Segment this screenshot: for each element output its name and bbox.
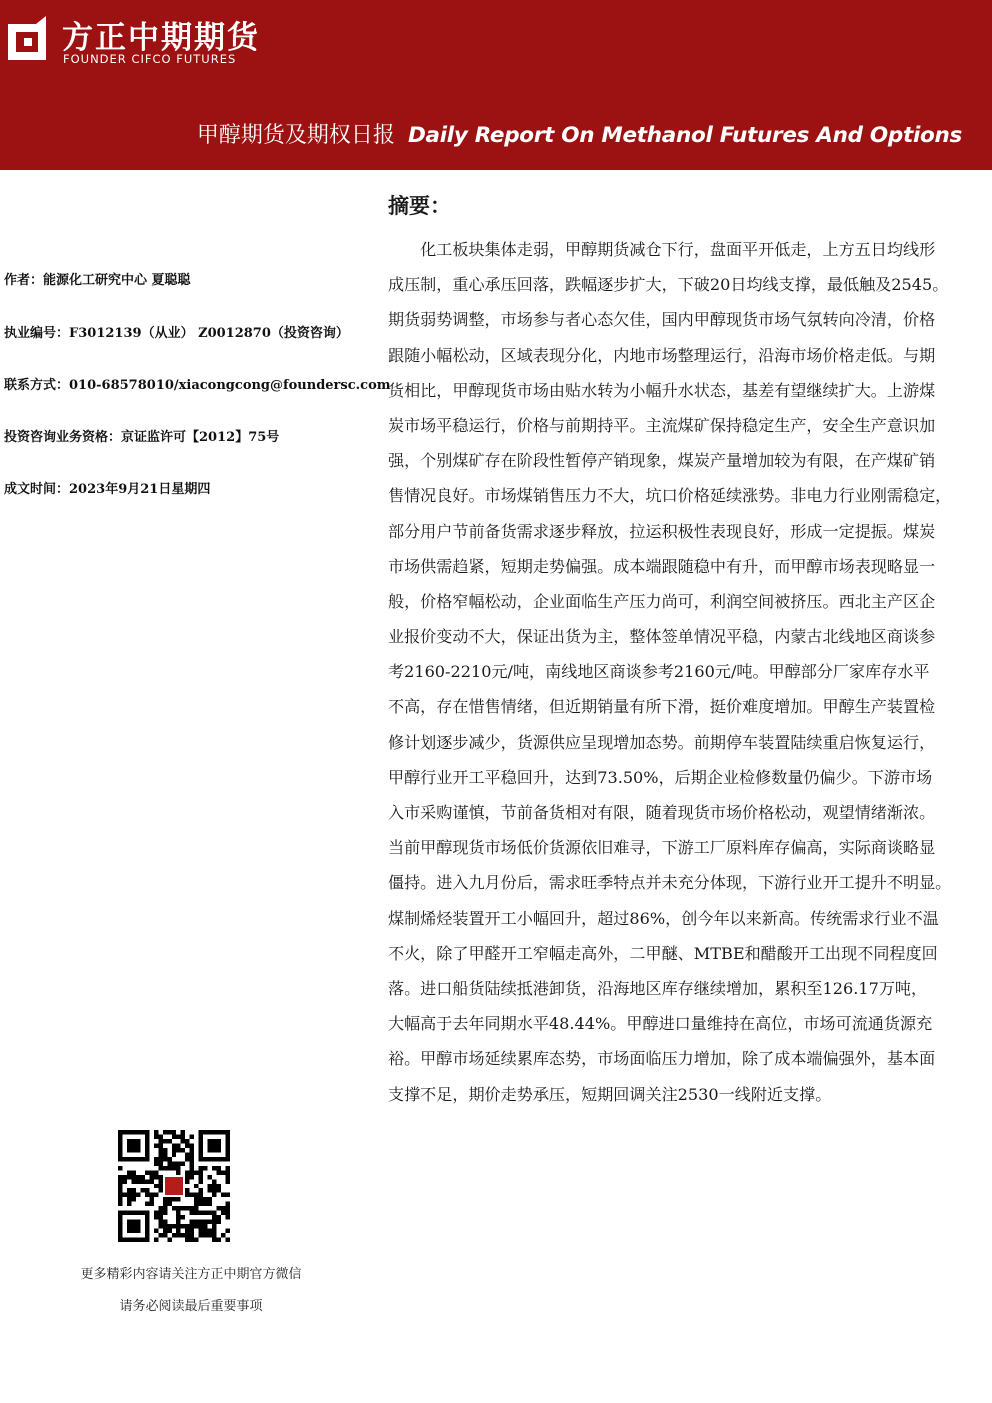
founder-logo-icon <box>6 16 52 62</box>
abstract-line: 考2160-2210元/吨，南线地区商谈参考2160元/吨。甲醇部分厂家库存水平 <box>388 662 930 682</box>
report-title-cn: 甲醇期货及期权日报 <box>196 123 395 148</box>
abstract-line: 裕。甲醇市场延续累库态势，市场面临压力增加，除了成本端偏强外，基本面 <box>388 1049 936 1069</box>
abstract-line: 部分用户节前备货需求逐步释放，拉运积极性表现良好，形成一定提振。煤炭 <box>388 521 936 541</box>
abstract-line: 僵持。进入九月份后，需求旺季特点并未充分体现，下游行业开工提升不明显。 <box>388 873 952 893</box>
qr-caption-notice: 请务必阅读最后重要事项 <box>119 1299 263 1314</box>
abstract-line: 成压制，重心承压回落，跌幅逐步扩大，下破20日均线支撑，最低触及2545。 <box>388 275 949 295</box>
abstract-line: 落。进口船货陆续抵港卸货，沿海地区库存继续增加，累积至126.17万吨， <box>388 978 928 998</box>
qualification-value: 京证监许可【2012】75号 <box>121 430 280 445</box>
qualification-line <box>4 426 279 445</box>
report-title-en: Daily Report On Methanol Futures And Options <box>407 123 962 148</box>
author-value: 能源化工研究中心 夏聪聪 <box>43 273 191 288</box>
abstract-line: 不火，除了甲醛开工窄幅走高外，二甲醚、MTBE和醋酸开工出现不同程度回 <box>388 943 938 963</box>
abstract-line: 售情况良好。市场煤销售压力不大，坑口价格延续涨势。非电力行业刚需稳定， <box>388 486 952 506</box>
qualification-label: 投资咨询业务资格： <box>4 430 122 445</box>
abstract-line: 般，价格窄幅松动，企业面临生产压力尚可，利润空间被挤压。西北主产区企 <box>388 591 936 611</box>
contact-line <box>4 374 391 393</box>
contact-label: 联系方式： <box>4 378 70 393</box>
abstract-line: 当前甲醇现货市场低价货源依旧难寻，下游工厂原料库存偏高，实际商谈略显 <box>388 838 936 858</box>
abstract-line: 修计划逐步减少，货源供应呈现增加态势。前期停车装置陆续重启恢复运行， <box>388 732 936 752</box>
abstract-line: 不高，存在惜售情绪，但近期销量有所下滑，挺价难度增加。甲醇生产装置检 <box>388 697 936 717</box>
date-line <box>4 478 210 497</box>
abstract-line: 炭市场平稳运行，价格与前期持平。主流煤矿保持稳定生产，安全生产意识加 <box>388 415 936 435</box>
logo-chinese-name: 方正中期期货 <box>62 20 260 56</box>
abstract-line: 甲醇行业开工平稳回升，达到73.50%，后期企业检修数量仍偏少。下游市场 <box>388 767 933 787</box>
abstract-line: 跟随小幅松动，区域表现分化，内地市场整理运行，沿海市场价格走低。与期 <box>388 345 936 365</box>
abstract-line: 化工板块集体走弱，甲醇期货减仓下行，盘面平开低走，上方五日均线形 <box>388 240 936 259</box>
license-line <box>4 322 349 341</box>
author-line <box>4 269 191 288</box>
logo-english-name: FOUNDER CIFCO FUTURES <box>63 52 237 66</box>
license-label: 执业编号： <box>4 326 70 341</box>
author-label: 作者： <box>4 273 44 288</box>
report-title <box>197 118 962 149</box>
abstract-line: 市场供需趋紧，短期走势偏强。成本端跟随稳中有升，而甲醇市场表现略显一 <box>388 556 936 576</box>
abstract-line: 入市采购谨慎，节前备货相对有限，随着现货市场价格松动，观望情绪渐浓。 <box>388 803 936 822</box>
date-value: 2023年9月21日星期四 <box>69 482 211 497</box>
abstract-line: 大幅高于去年同期水平48.44%。甲醇进口量维持在高位，市场可流通货源充 <box>388 1014 933 1034</box>
abstract-title: 摘要： <box>388 194 451 218</box>
report-header <box>0 0 992 170</box>
abstract-body <box>388 236 978 1116</box>
qr-caption-follow: 更多精彩内容请关注方正中期官方微信 <box>80 1267 302 1282</box>
date-label: 成文时间： <box>4 482 70 497</box>
abstract-line: 业报价变动不大，保证出货为主，整体签单情况平稳，内蒙古北线地区商谈参 <box>388 627 936 647</box>
abstract-line: 强，个别煤矿存在阶段性暂停产销现象，煤炭产量增加较为有限，在产煤矿销 <box>388 451 936 471</box>
license-value: F3012139（从业） Z0012870（投资咨询） <box>69 326 349 341</box>
abstract-line: 煤制烯烃装置开工小幅回升，超过86%，创今年以来新高。传统需求行业不温 <box>388 908 939 928</box>
qr-code-icon[interactable] <box>118 1130 230 1242</box>
abstract-line: 期货弱势调整，市场参与者心态欠佳，国内甲醇现货市场气氛转向冷清，价格 <box>388 310 936 330</box>
contact-value: 010-68578010/xiacongcong@foundersc.com <box>69 378 391 393</box>
abstract-line: 货相比，甲醇现货市场由贴水转为小幅升水状态，基差有望继续扩大。上游煤 <box>388 380 936 400</box>
abstract-line: 支撑不足，期价走势承压，短期回调关注2530一线附近支撑。 <box>388 1084 832 1104</box>
